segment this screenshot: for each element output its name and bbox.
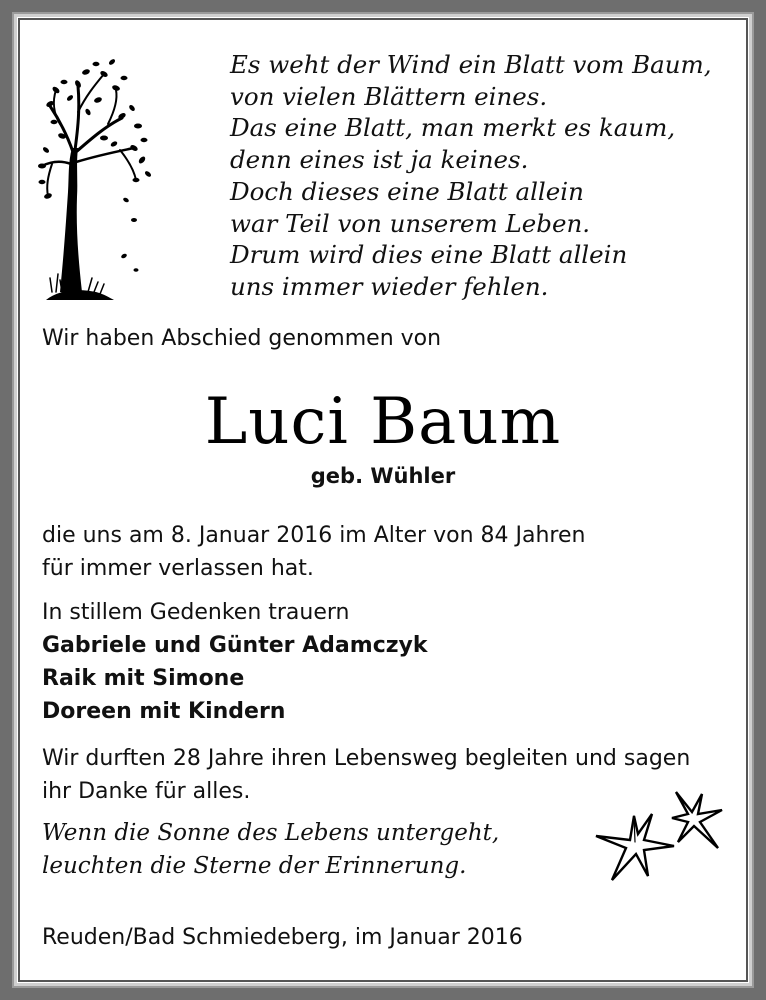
poem-line: war Teil von unserem Leben.: [230, 208, 591, 238]
death-notice-line: die uns am 8. Januar 2016 im Alter von 84 Jahren: [42, 523, 586, 548]
poem-line: Doch dieses eine Blatt allein: [230, 176, 584, 206]
tree-icon: [38, 52, 154, 304]
poem-line: Es weht der Wind ein Blatt vom Baum,: [230, 50, 712, 79]
quote-line: leuchten die Sterne der Erinnerung.: [42, 853, 467, 879]
mourner-name: Raik mit Simone: [42, 666, 245, 691]
mourner-name: Gabriele und Günter Adamczyk: [42, 633, 428, 658]
poem-line: Das eine Blatt, man merkt es kaum,: [230, 113, 676, 143]
poem: [230, 49, 740, 303]
deceased-name: Luci Baum: [204, 385, 562, 459]
intro-text: Wir haben Abschied genommen von: [42, 326, 442, 351]
quote-line: Wenn die Sonne des Lebens untergeht,: [42, 820, 500, 846]
birth-name: geb. Wühler: [310, 464, 456, 488]
poem-line: uns immer wieder fehlen.: [230, 271, 549, 301]
poem-line: denn eines ist ja keines.: [230, 145, 529, 175]
stars-icon: [590, 788, 730, 888]
poem-line: von vielen Blättern eines.: [230, 81, 548, 111]
mourner-name: Doreen mit Kindern: [42, 699, 286, 724]
mourners-heading: In stillem Gedenken trauern: [42, 600, 350, 625]
death-notice: [42, 519, 585, 585]
place-date: Reuden/Bad Schmiedeberg, im Januar 2016: [42, 925, 523, 950]
death-notice-line: für immer verlassen hat.: [42, 556, 314, 581]
mourners: [42, 596, 428, 728]
closing-quote: [42, 817, 499, 883]
thanks-line: Wir durften 28 Jahre ihren Lebensweg begleiten und sagen: [42, 746, 691, 771]
poem-line: Drum wird dies eine Blatt allein: [230, 240, 628, 270]
thanks-line: ihr Danke für alles.: [42, 779, 251, 804]
